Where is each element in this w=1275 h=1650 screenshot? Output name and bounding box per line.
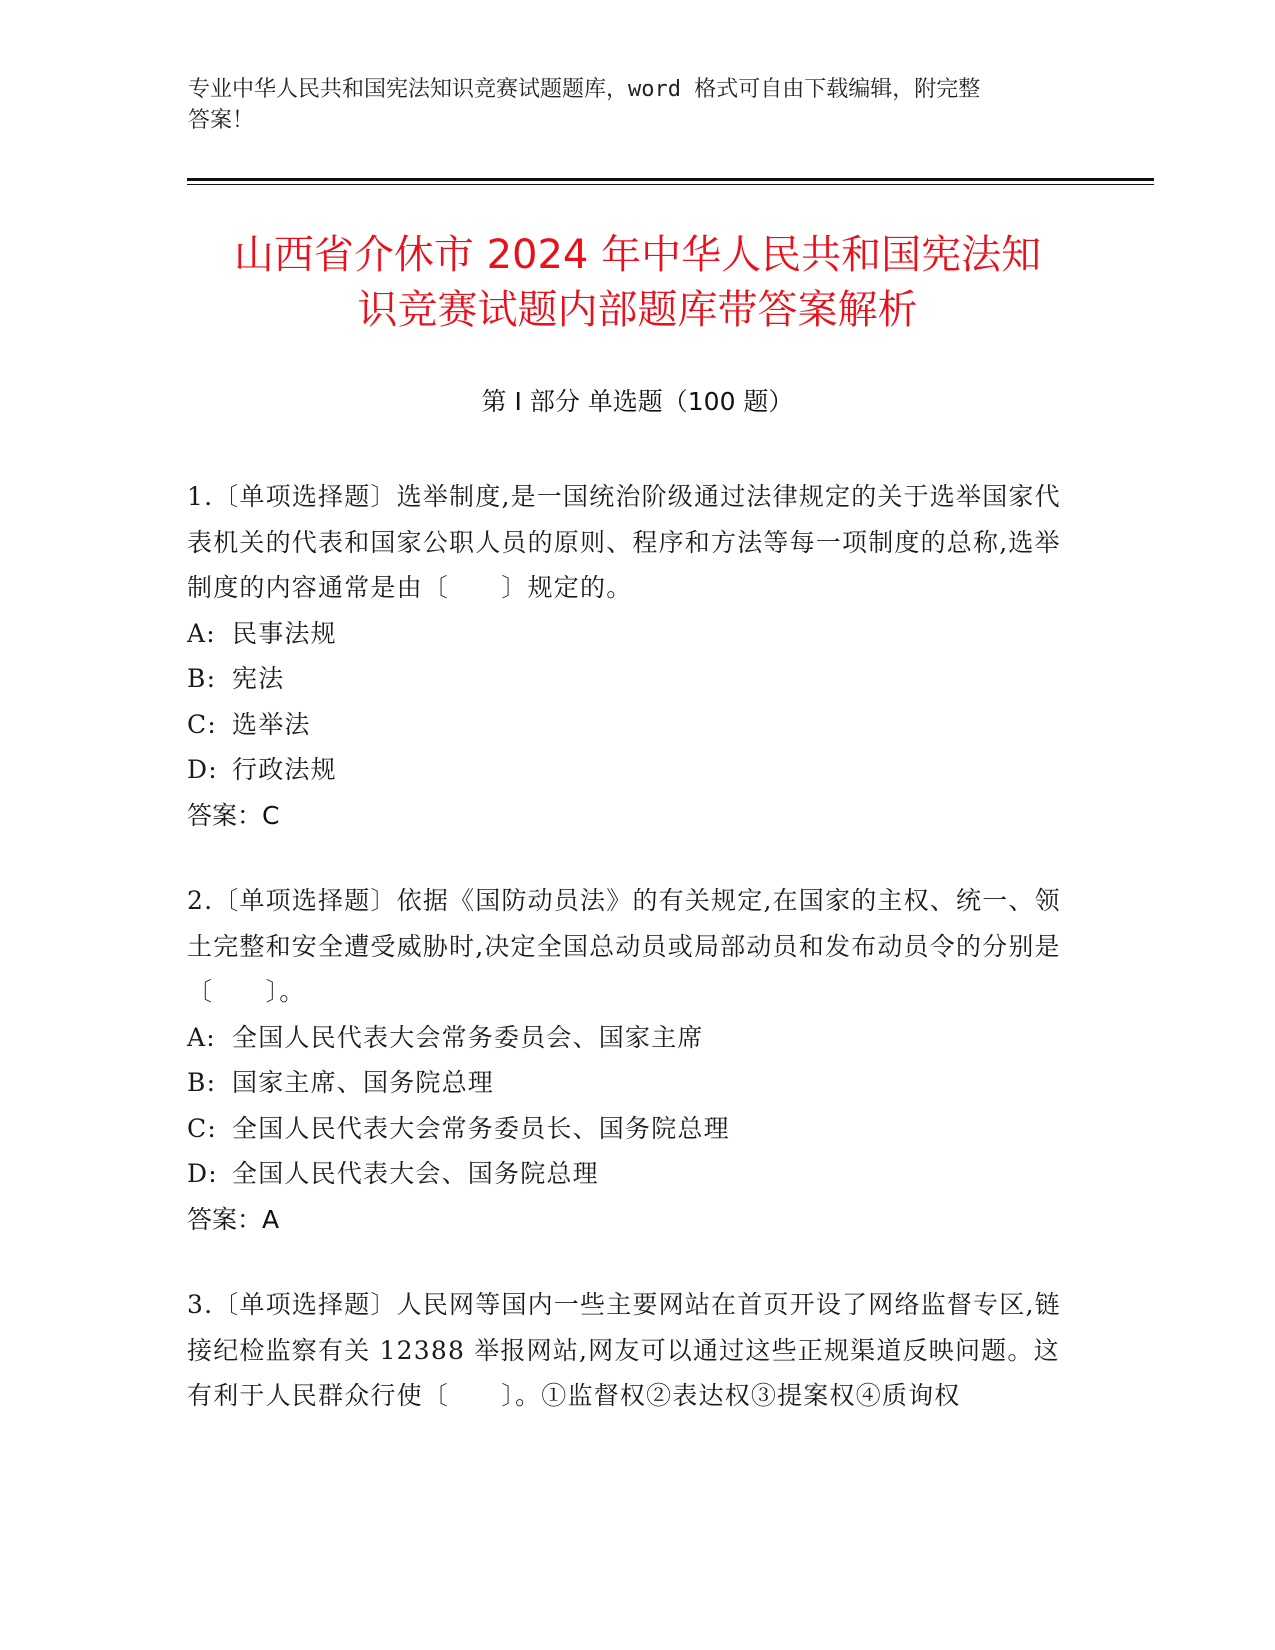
option-letter: A:: [187, 618, 216, 648]
question-stem: 1.〔单项选择题〕选举制度,是一国统治阶级通过法律规定的关于选举国家代表机关的代表和国家公职人员的原则、程序和方法等每一项制度的总称,选举制度的内容通常是由〔 〕规定的。: [187, 482, 1061, 602]
option-text: 民事法规: [232, 618, 337, 648]
option-c: [187, 1106, 1077, 1152]
option-text: 全国人民代表大会、国务院总理: [232, 1159, 599, 1188]
header-note: 专业中华人民共和国宪法知识竞赛试题题库，word 格式可自由下载编辑，附完整 答案！: [188, 77, 981, 133]
option-a: [187, 1015, 1077, 1061]
answer-label: 答案：A: [187, 1204, 280, 1234]
document-title-line-2: 识竞赛试题内部题库带答案解析: [357, 287, 918, 333]
option-text: 选举法: [232, 709, 311, 739]
option-text: 全国人民代表大会常务委员长、国务院总理: [232, 1113, 730, 1143]
option-c: [187, 702, 1077, 748]
header-rule-thick: [187, 178, 1154, 181]
section-title: 第 I 部分 单选题（100 题）: [481, 387, 794, 416]
option-d: [187, 1151, 1077, 1197]
option-d: [187, 747, 1077, 793]
option-b: [187, 656, 1077, 702]
option-letter: D:: [187, 755, 218, 784]
question-list: [187, 474, 1077, 1459]
option-text: 行政法规: [232, 755, 337, 784]
option-text: 全国人民代表大会常务委员会、国家主席: [232, 1022, 704, 1052]
option-letter: C:: [187, 709, 217, 739]
option-b: [187, 1060, 1077, 1106]
document-title-line-1: 山西省介休市 2024 年中华人民共和国宪法知: [233, 232, 1042, 278]
header-rule-thin: [187, 184, 1154, 185]
question-3: [187, 1282, 1077, 1419]
option-letter: A:: [187, 1022, 216, 1052]
question-stem: 2.〔单项选择题〕依据《国防动员法》的有关规定,在国家的主权、统一、领土完整和安全遭受威胁时,决定全国总动员或局部动员和发布动员令的分别是〔 〕。: [187, 886, 1061, 1006]
question-2: [187, 878, 1077, 1242]
option-text: 国家主席、国务院总理: [232, 1068, 495, 1097]
question-1: [187, 474, 1077, 838]
document-title: [120, 228, 1155, 338]
option-letter: C:: [187, 1113, 217, 1143]
option-letter: B:: [187, 1068, 217, 1097]
option-a: [187, 611, 1077, 657]
option-letter: D:: [187, 1159, 218, 1188]
option-letter: B:: [187, 664, 217, 693]
option-text: 宪法: [232, 664, 285, 693]
answer-label: 答案：C: [187, 800, 280, 830]
question-stem: 3.〔单项选择题〕人民网等国内一些主要网站在首页开设了网络监督专区,链接纪检监察有关 12388 举报网站,网友可以通过这些正规渠道反映问题。这有利于人民群众行使〔 〕。①监督权②表达权③提案权④质询权: [187, 1290, 1061, 1410]
